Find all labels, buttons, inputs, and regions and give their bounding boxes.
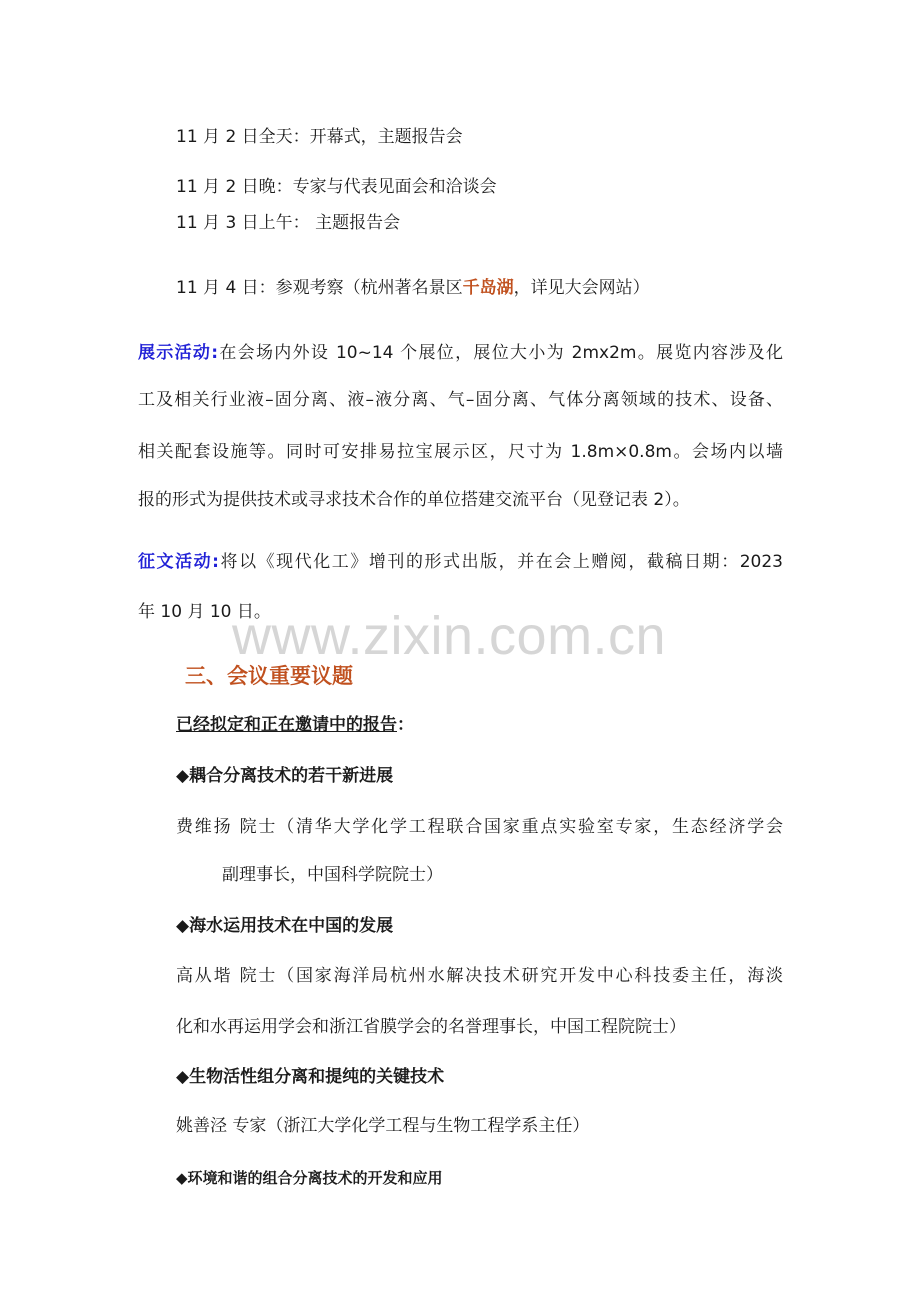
exhibition-text-1: 在会场内外设 10~14 个展位，展位大小为 2mx2m。展览内容涉及化 bbox=[218, 343, 783, 363]
papers-text-1: 将以《现代化工》增刊的形式出版，并在会上赠阅，截稿日期：2023 bbox=[218, 552, 783, 572]
visit-prefix: 11 月 4 日：参观考察（杭州著名景区 bbox=[176, 278, 463, 298]
papers-label: 征文活动: bbox=[138, 552, 219, 572]
visit-line bbox=[176, 276, 650, 300]
section-heading: 三、会议重要议题 bbox=[185, 664, 353, 688]
talk-title-2: ◆海水运用技术在中国的发展 bbox=[176, 916, 394, 936]
visit-suffix: ，详见大会网站） bbox=[513, 278, 650, 298]
exhibition-line-4: 报的形式为提供技术或寻求技术合作的单位搭建交流平台（见登记表 2）。 bbox=[138, 490, 690, 510]
exhibition-line-3: 相关配套设施等。同时可安排易拉宝展示区，尺寸为 1.8m×0.8m。会场内以墙 bbox=[138, 442, 783, 462]
talk-speaker-1-line-1: 费维扬 院士（清华大学化学工程联合国家重点实验室专家，生态经济学会 bbox=[176, 817, 783, 837]
papers-line-2: 年 10 月 10 日。 bbox=[138, 602, 271, 622]
talk-title-4: ◆环境和谐的组合分离技术的开发和应用 bbox=[176, 1169, 443, 1187]
section-intro-text: 已经拟定和正在邀请中的报告 bbox=[176, 715, 397, 735]
talk-speaker-2-line-1: 高从堦 院士（国家海洋局杭州水解决技术研究开发中心科技委主任，海淡 bbox=[176, 966, 783, 986]
schedule-line-3: 11 月 3 日上午： 主题报告会 bbox=[176, 213, 401, 233]
schedule-line-2: 11 月 2 日晚：专家与代表见面会和洽谈会 bbox=[176, 177, 497, 197]
watermark: www.zixin.com.cn bbox=[232, 606, 667, 666]
talk-title-1: ◆耦合分离技术的若干新进展 bbox=[176, 766, 394, 786]
section-intro-colon: ： bbox=[397, 715, 414, 735]
papers-line-1 bbox=[138, 550, 783, 574]
exhibition-line-2: 工及相关行业液–固分离、液–液分离、气–固分离、气体分离领域的技术、设备、 bbox=[138, 390, 783, 410]
visit-highlight: 千岛湖 bbox=[462, 278, 514, 298]
talk-speaker-3-line-1: 姚善泾 专家（浙江大学化学工程与生物工程学系主任） bbox=[176, 1116, 590, 1136]
talk-speaker-2-line-2: 化和水再运用学会和浙江省膜学会的名誉理事长，中国工程院院士） bbox=[176, 1017, 686, 1037]
exhibition-line-1 bbox=[138, 341, 783, 365]
schedule-line-1: 11 月 2 日全天：开幕式，主题报告会 bbox=[176, 127, 463, 147]
section-intro bbox=[176, 713, 414, 737]
exhibition-label: 展示活动: bbox=[138, 343, 219, 363]
talk-speaker-1-line-2: 副理事长，中国科学院院士） bbox=[222, 865, 443, 885]
talk-title-3: ◆生物活性组分离和提纯的关键技术 bbox=[176, 1067, 445, 1087]
